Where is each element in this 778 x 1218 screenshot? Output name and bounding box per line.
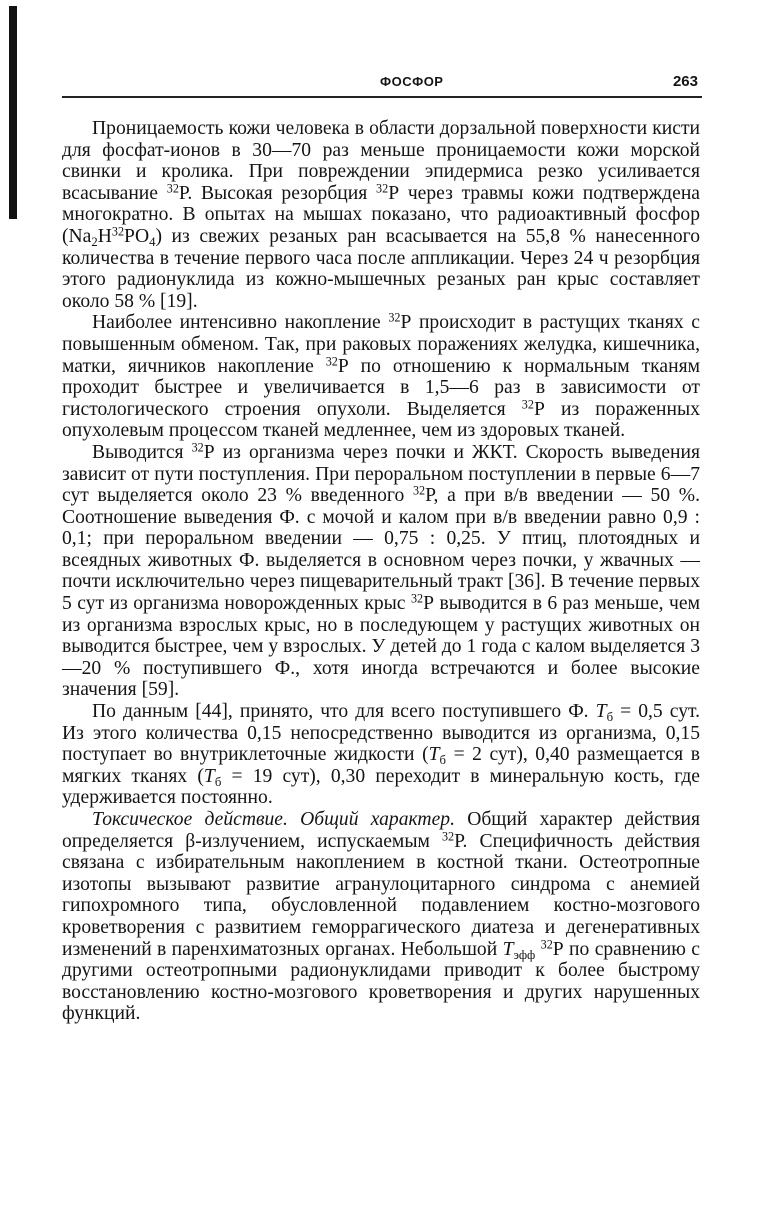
scan-edge-bar — [9, 6, 17, 219]
paragraph-distribution: По данным [44], принято, что для всего поступившего Ф. $T_б = 0,5$ сут. Из этого количества 0,15 непосредственно выводится из организма, 0,15 поступает во внутриклеточные жидкости ($T_б = 2$ сут), 0,40 размещается в мягких тканях ($T_б = 19$ сут), 0,30 переходит в минеральную кость, где удерживается постоянно. — [62, 701, 700, 809]
running-head: ФОСФОР — [380, 74, 444, 89]
paragraph-toxic-action: Токсическое действие. Общий характер. Общий характер действия определяется β-излучением, испускаемым $^{32}$Р. Специфичность действия связана с избирательным накоплением в костной ткани. Остеотропные изотопы вызывают развитие агранулоцитарного синдрома с анемией гипохромного типа, обусловленной подавлением костно-мозгового кроветворения с развитием геморрагического диатеза и дегенеративных изменений в паренхиматозных органах. Небольшой $T_{эфф}$ $^{32}$Р по сравнению с другими остеотропными радионуклидами приводит к более быстрому восстановлению костно-мозгового кроветворения и других нарушенных функций. — [62, 809, 700, 1025]
body-text — [62, 118, 700, 1025]
page-header — [62, 68, 702, 98]
page-number: 263 — [672, 73, 698, 90]
paragraph-excretion: Выводится $^{32}$Р из организма через почки и ЖКТ. Скорость выведения зависит от пути поступления. При пероральном поступлении в первые 6—7 сут выделяется около 23 % введенного $^{32}$Р, а при в/в введении — 50 %. Соотношение выведения Ф. с мочой и калом при в/в введении равно 0,9 : 0,1; при пероральном введении — 0,75 : 0,25. У птиц, плотоядных и всеядных животных Ф. выделяется в основном через почки, у жвачных — почти исключительно через пищеварительный тракт [36]. В течение первых 5 сут из организма новорожденных крыс $^{32}$Р выводится в 6 раз меньше, чем из организма взрослых крыс, но в последующем у растущих животных он выводится быстрее, чем у взрослых. У детей до 1 года с калом выделяется 3—20 % поступившего Ф., хотя иногда встречаются и более высокие значения [59]. — [62, 440, 701, 701]
paragraph-accumulation: Наиболее интенсивно накопление $^{32}$Р происходит в растущих тканях с повышенным обменом. Так, при раковых поражениях желудка, кишечника, матки, яичников накопление $^{32}$Р по отношению к нормальным тканям проходит быстрее и увеличивается в 1,5—6 раз в зависимости от гистологического строения опухоли. Выделяется $^{32}$Р из пораженных опухолевым процессом тканей медленнее, чем из здоровых тканей. — [62, 310, 700, 442]
paragraph-permeability: Проницаемость кожи человека в области дорзальной поверхности кисти для фосфат-ионов в 30—70 раз меньше проницаемости кожи морской свинки и кролика. При повреждении эпидермиса резко усиливается всасывание $^{32}$Р. Высокая резорбция $^{32}$Р через травмы кожи подтверждена многократно. В опытах на мышах показано, что радиоактивный фосфор $(Na_2H^{32}PO_4)$ из свежих резаных ран всасывается на 55,8 % нанесенного количества в течение первого часа после аппликации. Через 24 ч резорбция этого радионуклида из кожно-мышечных резаных ран крыс составляет около 58 % [19]. — [62, 118, 700, 312]
